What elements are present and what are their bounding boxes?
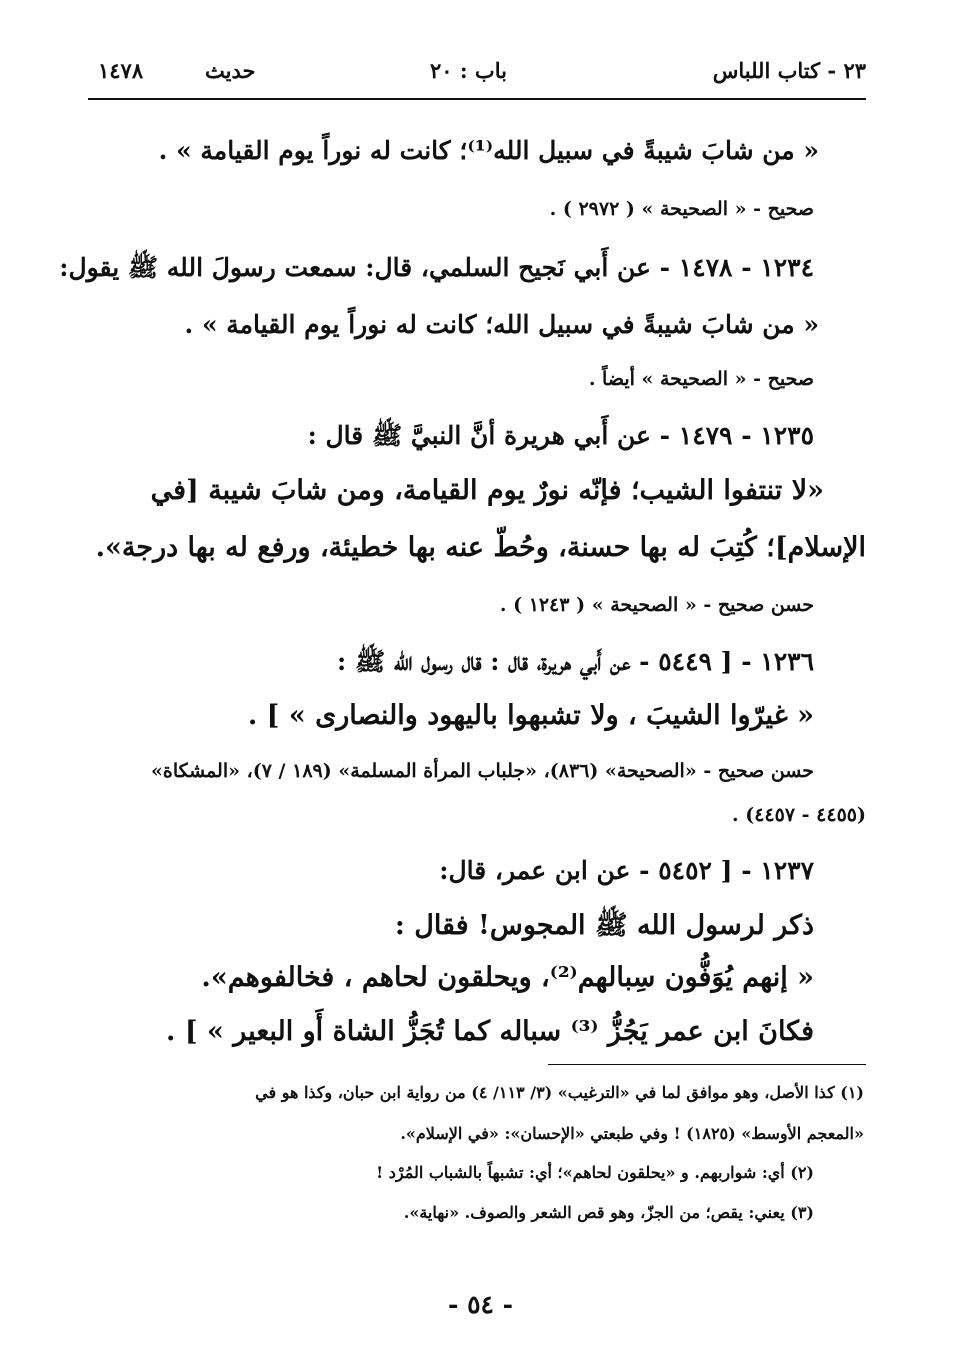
text-line-11: « غيرّوا الشيبَ ، ولا تشبهوا باليهود والنصارى » ] .: [247, 700, 814, 731]
bab-label: باب : ٢٠: [430, 58, 507, 83]
hadith-number: ١٤٧٨: [98, 58, 144, 83]
text-line-5: صحيح - « الصحيحة » أيضاً .: [588, 368, 814, 390]
footnote-3: (٣) يعني: يقص؛ من الجزّ، وهو قص الشعر والصوف. «نهاية».: [403, 1203, 814, 1222]
text-line-12: حسن صحيح - «الصحيحة» (٨٣٦)، «جلباب المرأة المسلمة» (١٨٩ / ٧)، «المشكاة»: [150, 760, 814, 782]
text-line-10: ١٢٣٦ - [ ٥٤٤٩ - عن أَبي هريرة، قال : قال رسول الله ﷺ :: [337, 647, 814, 676]
footnote-1-cont: «المعجم الأوسط» (١٨٢٥) ! وفي طبعتي «الإحسان»: «في الإسلام».: [400, 1124, 864, 1143]
text-line-1: « من شابَ شيبةً في سبيل الله⁽¹⁾؛ كانت له نوراً يوم القيامة » .: [158, 136, 819, 165]
page-number: - ٥٤ -: [448, 1290, 514, 1319]
hadith-label: حديث: [205, 58, 256, 83]
text-line-15: ذكر لرسول الله ﷺ المجوس! فقال :: [394, 910, 814, 941]
text-line-16: « إنهم يُوَفُّون سِبالهم⁽²⁾، ويحلقون لحاهم ، فخالفوهم».: [201, 962, 814, 993]
footnote-rule: [548, 1064, 866, 1065]
text-line-7: «لا تنتفوا الشيب؛ فإنّه نورٌ يوم القيامة، ومن شابَ شيبة [في: [150, 475, 824, 506]
text-line-9: حسن صحيح - « الصحيحة » ( ١٢٤٣ ) .: [499, 594, 814, 616]
header-rule: [88, 98, 866, 100]
chapter-title: ٢٣ - كتاب اللباس: [712, 58, 866, 83]
text-line-2: صحيح - « الصحيحة » ( ٢٩٧٢ ) .: [549, 198, 814, 220]
text-line-13: (٤٤٥٥ - ٤٤٥٧) .: [731, 804, 866, 826]
text-line-6: ١٢٣٥ - ١٤٧٩ - عن أَبي هريرة أنَّ النبيَّ ﷺ قال :: [307, 421, 814, 450]
text-line-17: فكانَ ابن عمر يَجُزُّ ⁽³⁾ سباله كما تُجَزُّ الشاة أَو البعير » ] .: [166, 1016, 814, 1047]
text-line-8: الإسلام]؛ كُتِبَ له بها حسنة، وحُطّ عنه بها خطيئة، ورفع له بها درجة».: [95, 532, 866, 563]
text-line-14: ١٢٣٧ - [ ٥٤٥٢ - عن ابن عمر، قال:: [439, 856, 814, 885]
footnote-1: (١) كذا الأصل، وهو موافق لما في «الترغيب» (٣/ ١١٣/ ٤) من رواية ابن حبان، وكذا هو في: [255, 1083, 864, 1102]
text-line-3: ١٢٣٤ - ١٤٧٨ - عن أَبي نَجيح السلمي، قال: سمعت رسولَ الله ﷺ يقول:: [59, 253, 814, 282]
text-line-4: « من شابَ شيبةً في سبيل الله؛ كانت له نوراً يوم القيامة » .: [184, 310, 819, 339]
footnote-2: (٢) أي: شواربهم. و «يحلقون لحاهم»؛ أي: تشبهاً بالشباب المُرْد !: [376, 1163, 814, 1182]
